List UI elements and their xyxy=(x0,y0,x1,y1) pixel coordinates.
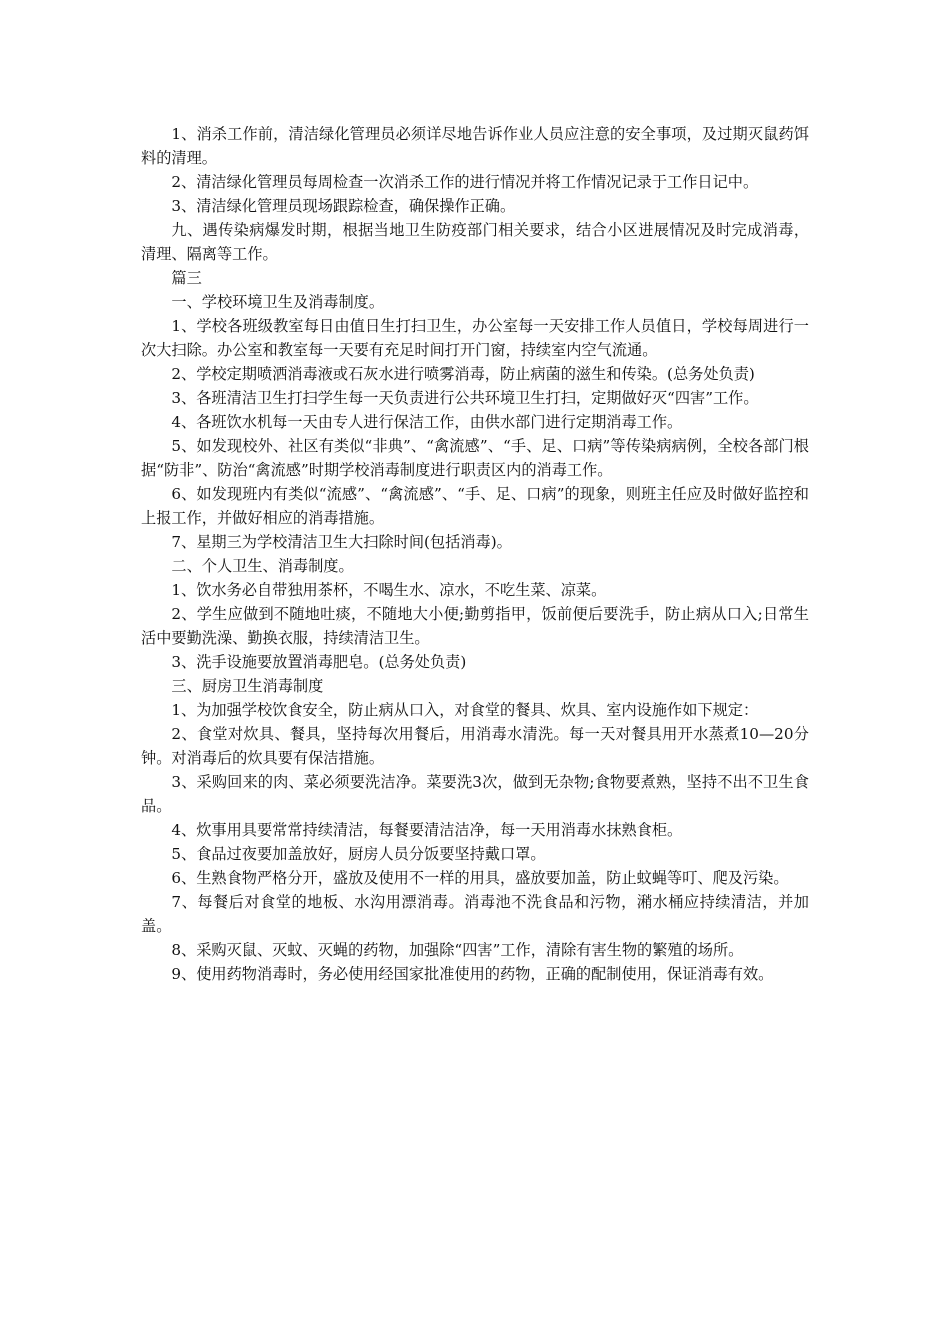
section-heading: 二、个人卫生、消毒制度。 xyxy=(171,557,354,575)
paragraph: 6、如发现班内有类似“流感”、“禽流感”、“手、足、口病”的现象，则班主任应及时做好监控和上报工作，并做好相应的消毒措施。 xyxy=(141,485,809,527)
paragraph: 1、饮水务必自带独用茶杯，不喝生水、凉水，不吃生菜、凉菜。 xyxy=(171,581,607,599)
paragraph: 2、清洁绿化管理员每周检查一次消杀工作的进行情况并将工作情况记录于工作日记中。 xyxy=(171,173,759,191)
paragraph: 4、炊事用具要常常持续清洁，每餐要清洁洁净，每一天用消毒水抹熟食柜。 xyxy=(171,821,683,839)
paragraph: 1、为加强学校饮食安全，防止病从口入，对食堂的餐具、炊具、室内设施作如下规定： xyxy=(171,701,759,719)
paragraph: 3、清洁绿化管理员现场跟踪检查，确保操作正确。 xyxy=(171,197,516,215)
paragraph: 3、采购回来的肉、菜必须要洗洁净。菜要洗3次，做到无杂物;食物要煮熟，坚持不出不卫生食品。 xyxy=(141,773,809,815)
section-heading: 三、厨房卫生消毒制度 xyxy=(171,677,324,695)
paragraph: 9、使用药物消毒时，务必使用经国家批准使用的药物，正确的配制使用，保证消毒有效。 xyxy=(171,965,774,983)
paragraph: 7、每餐后对食堂的地板、水沟用漂消毒。消毒池不洗食品和污物，潲水桶应持续清洁，并加盖。 xyxy=(141,893,809,935)
paragraph: 4、各班饮水机每一天由专人进行保洁工作，由供水部门进行定期消毒工作。 xyxy=(171,413,683,431)
paragraph: 5、如发现校外、社区有类似“非典”、“禽流感”、“手、足、口病”等传染病病例，全校各部门根据“防非”、防治“禽流感”时期学校消毒制度进行职责区内的消毒工作。 xyxy=(141,437,809,479)
paragraph: 1、学校各班级教室每日由值日生打扫卫生，办公室每一天安排工作人员值日，学校每周进行一次大扫除。办公室和教室每一天要有充足时间打开门窗，持续室内空气流通。 xyxy=(141,317,809,359)
paragraph: 5、食品过夜要加盖放好，厨房人员分饭要坚持戴口罩。 xyxy=(171,845,546,863)
paragraph: 8、采购灭鼠、灭蚊、灭蝇的药物，加强除“四害”工作，清除有害生物的繁殖的场所。 xyxy=(171,941,744,959)
paragraph: 2、学校定期喷洒消毒液或石灰水进行喷雾消毒，防止病菌的滋生和传染。(总务处负责) xyxy=(171,365,755,383)
paragraph: 九、遇传染病爆发时期，根据当地卫生防疫部门相关要求，结合小区进展情况及时完成消毒，清理、隔离等工作。 xyxy=(141,221,809,263)
paragraph: 1、消杀工作前，清洁绿化管理员必须详尽地告诉作业人员应注意的安全事项，及过期灭鼠药饵料的清理。 xyxy=(141,125,809,167)
paragraph: 6、生熟食物严格分开，盛放及使用不一样的用具，盛放要加盖，防止蚊蝇等叮、爬及污染。 xyxy=(171,869,789,887)
paragraph: 7、星期三为学校清洁卫生大扫除时间(包括消毒)。 xyxy=(171,533,512,551)
section-heading: 篇三 xyxy=(171,269,202,287)
section-heading: 一、学校环境卫生及消毒制度。 xyxy=(171,293,385,311)
paragraph: 2、食堂对炊具、餐具，坚持每次用餐后，用消毒水清洗。每一天对餐具用开水蒸煮10—20分钟。对消毒后的炊具要有保洁措施。 xyxy=(141,725,809,767)
document-body xyxy=(141,122,809,986)
paragraph: 3、洗手设施要放置消毒肥皂。(总务处负责) xyxy=(171,653,467,671)
paragraph: 2、学生应做到不随地吐痰，不随地大小便;勤剪指甲，饭前便后要洗手，防止病从口入;日常生活中要勤洗澡、勤换衣服，持续清洁卫生。 xyxy=(141,605,809,647)
paragraph: 3、各班清洁卫生打扫学生每一天负责进行公共环境卫生打扫，定期做好灭“四害”工作。 xyxy=(171,389,759,407)
